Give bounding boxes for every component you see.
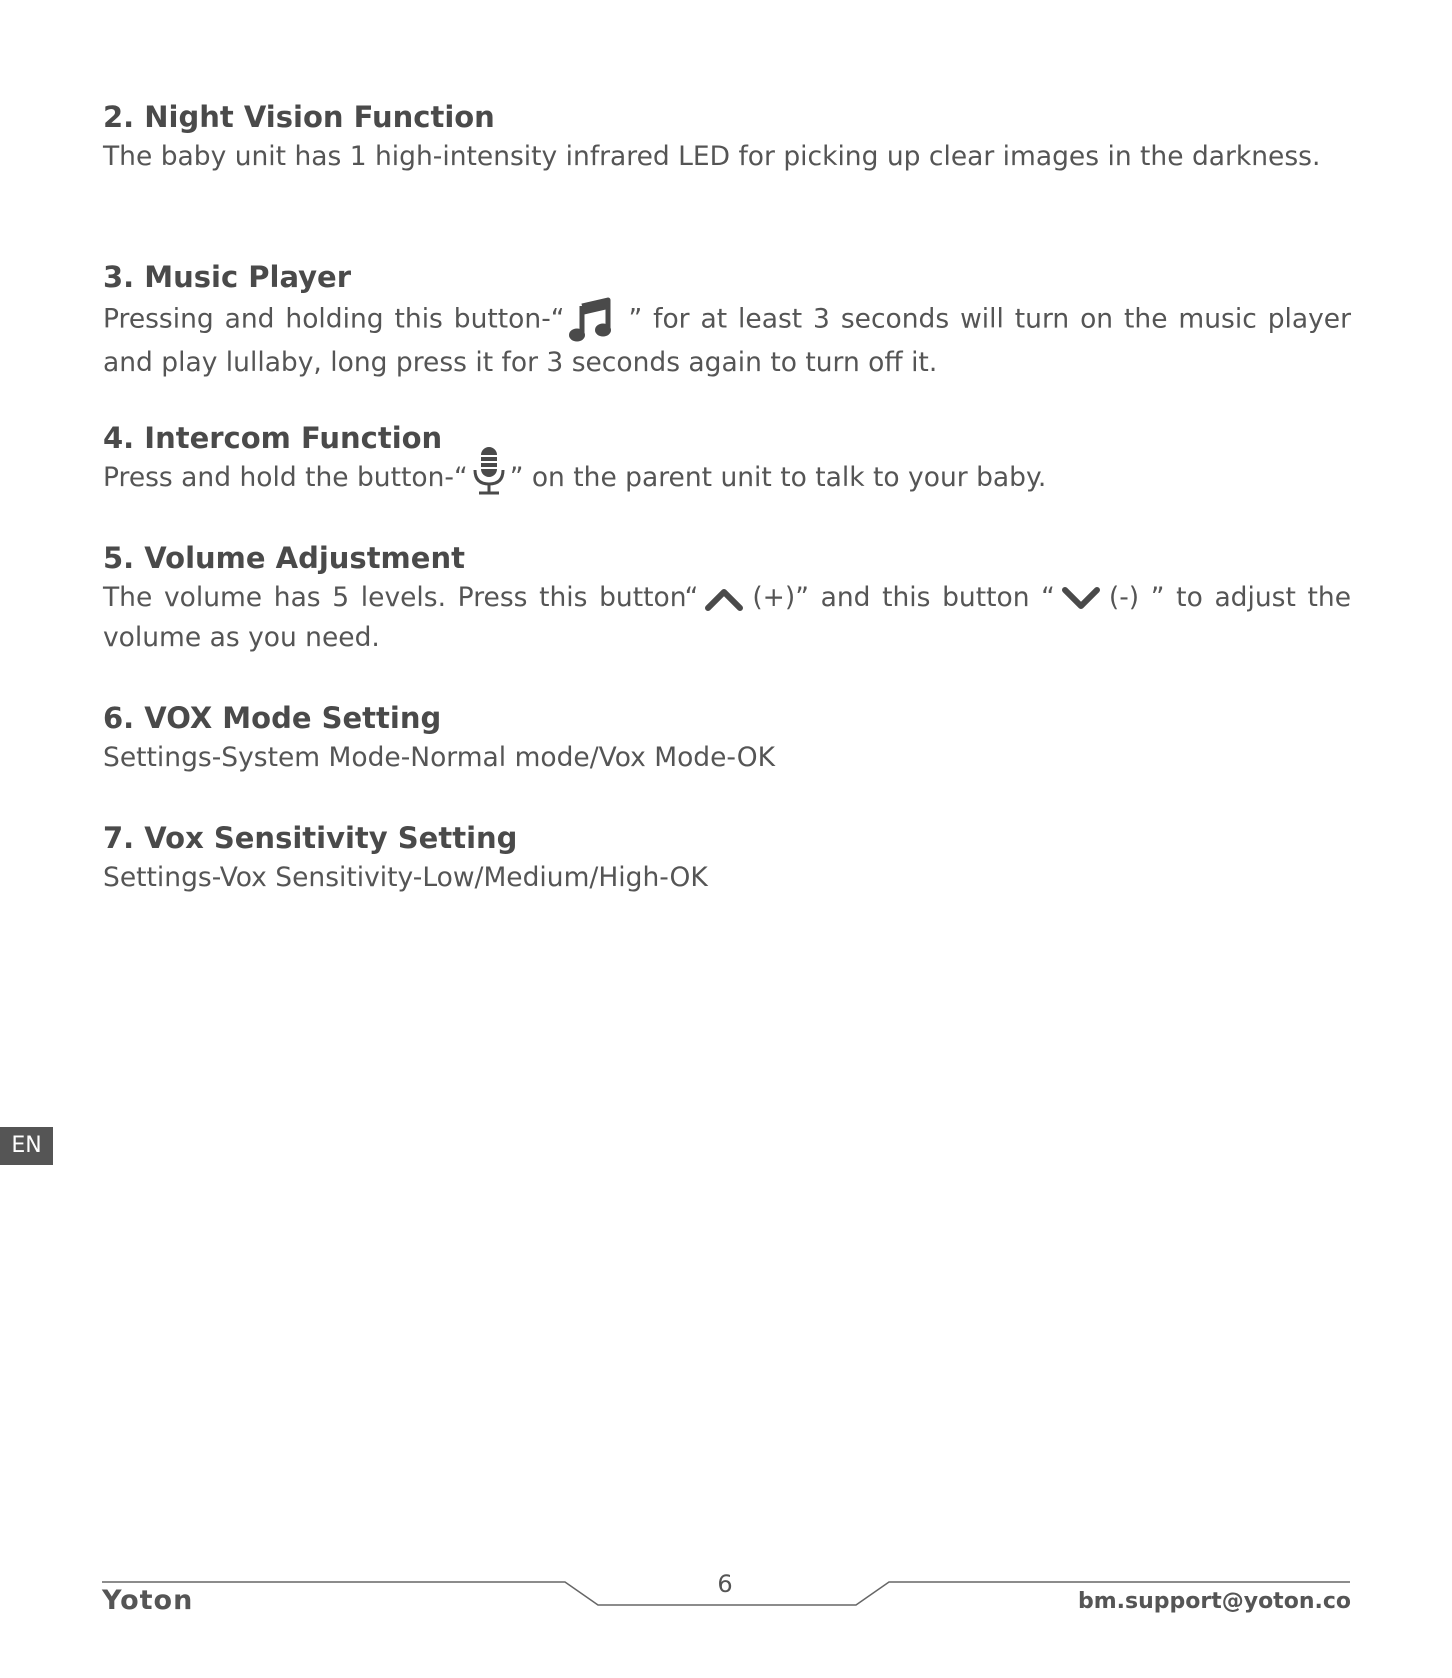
- footer-brand-logo: Yoton: [102, 1585, 194, 1616]
- section-vox-sensitivity: [103, 818, 1351, 898]
- section-heading-music-player: 3. Music Player: [103, 260, 352, 294]
- chevron-down-icon: [1061, 587, 1101, 611]
- section-body-night-vision: The baby unit has 1 high-intensity infrared LED for picking up clear images in the darkness.: [103, 141, 1321, 172]
- microphone-icon: [472, 446, 506, 498]
- music-note-icon: [568, 297, 614, 343]
- section-body-vox-mode: Settings-System Mode-Normal mode/Vox Mode-OK: [103, 742, 775, 773]
- volume-text-part2: (+)” and this button “: [752, 582, 1055, 613]
- section-heading-volume: 5. Volume Adjustment: [103, 541, 465, 575]
- intercom-text-part1: Press and hold the button-“: [103, 462, 468, 493]
- chevron-up-icon: [704, 587, 744, 611]
- section-body-music-player: [103, 297, 1351, 383]
- footer-support-email: bm.support@yoton.co: [1077, 1589, 1351, 1614]
- section-volume: [103, 538, 1351, 658]
- section-night-vision: [103, 97, 1351, 177]
- section-music-player: [103, 257, 1351, 383]
- section-body-volume: [103, 578, 1351, 658]
- page-number: 6: [717, 1570, 733, 1598]
- section-heading-vox-sensitivity: 7. Vox Sensitivity Setting: [103, 821, 518, 855]
- music-player-text-part2: ” for at least 3 seconds will turn on the music player and play lullaby, long press it for 3 seconds again to turn off it.: [103, 303, 1351, 378]
- intercom-text-part2: ” on the parent unit to talk to your baby.: [509, 462, 1047, 493]
- section-body-vox-sensitivity: Settings-Vox Sensitivity-Low/Medium/High-OK: [103, 862, 708, 893]
- music-player-text-part1: Pressing and holding this button-“: [103, 303, 565, 335]
- section-heading-intercom: 4. Intercom Function: [103, 421, 443, 455]
- section-intercom: [103, 418, 1351, 498]
- section-heading-vox-mode: 6. VOX Mode Setting: [103, 701, 442, 735]
- section-vox-mode: [103, 698, 1351, 778]
- volume-text-part1: The volume has 5 levels. Press this button“: [103, 582, 699, 613]
- section-heading-night-vision: 2. Night Vision Function: [103, 100, 495, 134]
- volume-text-part3: (-) ” to adjust the volume as you need.: [103, 582, 1352, 653]
- language-tab: EN: [0, 1127, 53, 1165]
- section-body-intercom: [103, 458, 1351, 498]
